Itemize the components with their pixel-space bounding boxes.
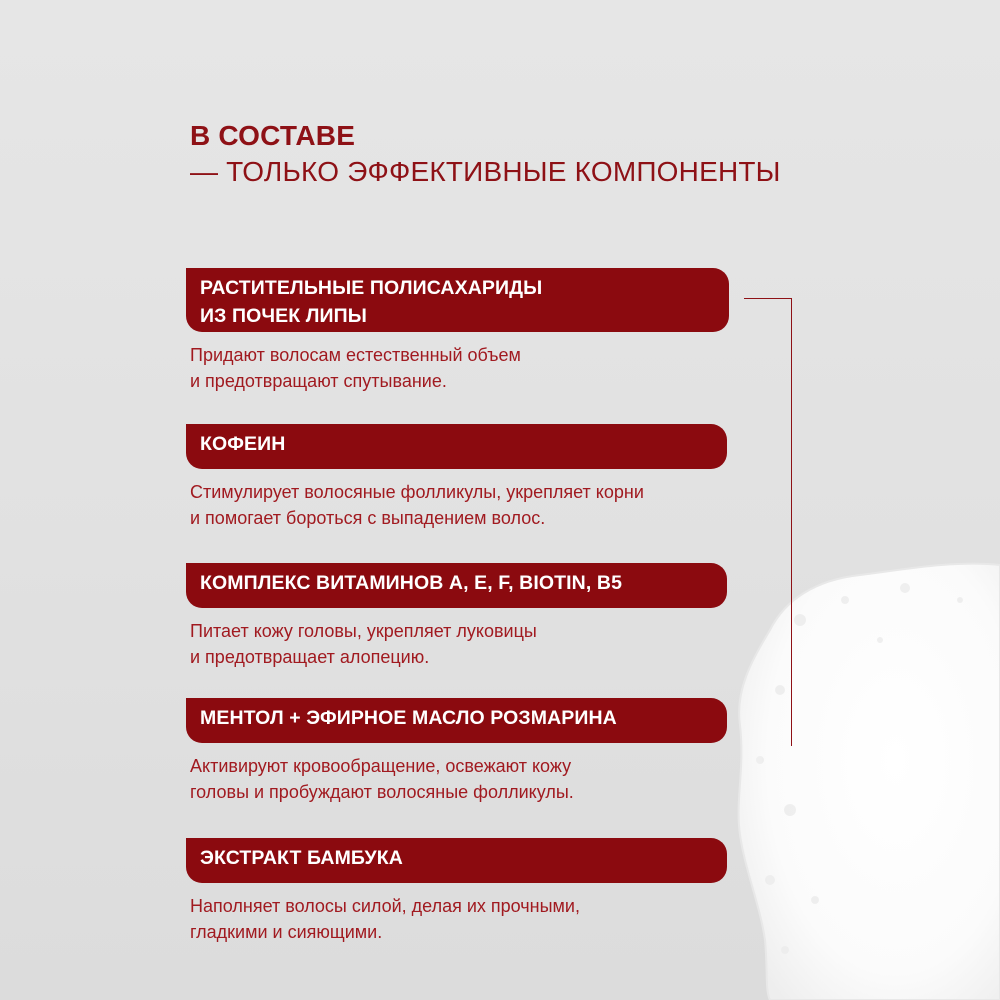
ingredient-title-line: ЭКСТРАКТ БАМБУКА [200, 847, 403, 869]
ingredient-title-line: КОФЕИН [200, 433, 286, 455]
description-line: и помогает бороться с выпадением волос. [190, 508, 546, 528]
heading-line-1: В СОСТАВЕ [190, 120, 356, 151]
heading-line-2: — ТОЛЬКО ЭФФЕКТИВНЫЕ КОМПОНЕНТЫ [190, 156, 781, 187]
ingredient-description [186, 342, 729, 394]
ingredient-description [186, 479, 727, 531]
ingredient-title-badge [186, 698, 727, 743]
ingredient-item [186, 838, 727, 945]
ingredient-title-badge [186, 838, 727, 883]
description-line: и предотвращает алопецию. [190, 647, 430, 667]
description-line: Питает кожу головы, укрепляет луковицы [190, 621, 537, 641]
page-heading [190, 118, 781, 190]
description-line: Активируют кровообращение, освежают кожу [190, 756, 572, 776]
description-line: Наполняет волосы силой, делая их прочными, [190, 896, 580, 916]
ingredient-item [186, 698, 727, 805]
description-line: Стимулирует волосяные фолликулы, укрепляет корни [190, 482, 644, 502]
ingredient-item [186, 424, 727, 531]
description-line: и предотвращают спутывание. [190, 371, 447, 391]
ingredient-title-line: ИЗ ПОЧЕК ЛИПЫ [200, 305, 367, 327]
ingredient-item [186, 268, 729, 394]
ingredient-description [186, 893, 727, 945]
ingredient-title-line: РАСТИТЕЛЬНЫЕ ПОЛИСАХАРИДЫ [200, 277, 543, 299]
ingredient-title-badge [186, 424, 727, 469]
connector-line [744, 298, 792, 746]
description-line: Придают волосам естественный объем [190, 345, 521, 365]
ingredient-description [186, 753, 727, 805]
ingredient-title-line: МЕНТОЛ + ЭФИРНОЕ МАСЛО РОЗМАРИНА [200, 707, 617, 729]
ingredient-item [186, 563, 727, 670]
description-line: головы и пробуждают волосяные фолликулы. [190, 782, 574, 802]
ingredient-description [186, 618, 727, 670]
ingredient-title-badge [186, 268, 729, 332]
ingredient-title-badge [186, 563, 727, 608]
description-line: гладкими и сияющими. [190, 922, 383, 942]
ingredient-title-line: КОМПЛЕКС ВИТАМИНОВ A, E, F, BIOTIN, B5 [200, 572, 623, 594]
